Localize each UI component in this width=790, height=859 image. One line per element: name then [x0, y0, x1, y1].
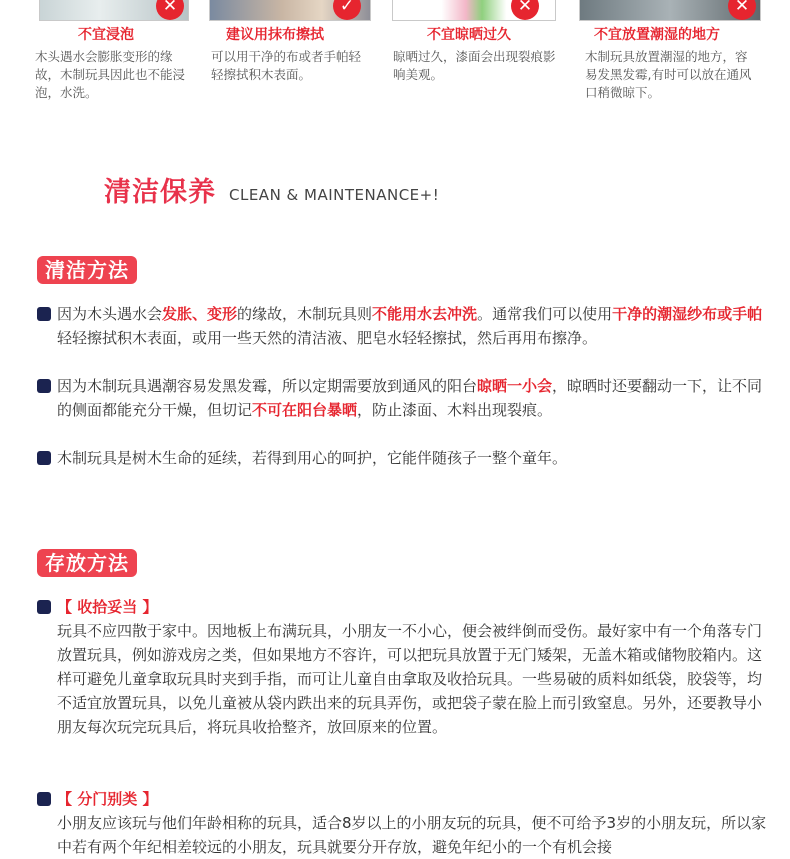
tip-title: 不宜晾晒过久: [427, 27, 511, 43]
tip-description: 木制玩具放置潮湿的地方，容易发黑发霉,有时可以放在通风口稍微晾下。: [585, 49, 752, 100]
storage-paragraph-tidy: 玩具不应四散于家中。因地板上布满玩具，小朋友一不小心，便会被绊倒而受伤。最好家中有一个角落专门放置玩具，例如游戏房之类，但如果地方不容许，可以把玩具放置于无门矮架，无盖木箱或储物胶箱内。这样可避免儿童拿取玩具时夹到手指，而可让儿童自由拿取及收拾玩具。一些易破的质料如纸袋，胶袋等，均不适宜放置玩具，以免儿童被从袋内跌出来的玩具弄伤，或把袋子蒙在脸上而引致窒息。另外，还要教导小朋友每次玩完玩具后，将玩具收拾整齐，放回原来的位置。: [57, 622, 763, 736]
cleaning-paragraph-1: 因为木头遇水会发胀、变形的缘故，木制玩具则不能用水去冲洗。通常我们可以使用干净的潮湿纱布或手帕轻轻擦拭积木表面，或用一些天然的清洁液、肥皂水轻轻擦拭，然后再用布擦净。: [57, 305, 763, 347]
bullet-icon: [37, 379, 51, 393]
tip-title: 不宜放置潮湿的地方: [594, 27, 720, 43]
cross-icon: ✕: [511, 0, 539, 20]
storage-heading-sort: 【 分门别类 】: [57, 790, 158, 808]
section-subtitle: CLEAN & MAINTENANCE+!: [229, 186, 440, 204]
bullet-icon: [37, 792, 51, 806]
bullet-icon: [37, 600, 51, 614]
bullet-icon: [37, 307, 51, 321]
tip-description: 晾晒过久，漆面会出现裂痕影响美观。: [393, 49, 556, 82]
storage-method-label: 存放方法: [37, 549, 137, 577]
check-icon: ✓: [333, 0, 361, 20]
storage-heading-tidy: 【 收拾妥当 】: [57, 598, 158, 616]
cleaning-method-label: 清洁方法: [37, 256, 137, 284]
bullet-icon: [37, 451, 51, 465]
cleaning-paragraph-3: 木制玩具是树木生命的延续，若得到用心的呵护，它能伴随孩子一整个童年。: [57, 449, 568, 467]
cleaning-paragraph-2: 因为木制玩具遇潮容易发黑发霉，所以定期需要放到通风的阳台晾晒一小会，晾晒时还要翻动一下，让不同的侧面都能充分干燥，但切记不可在阳台暴晒，防止漆面、木料出现裂痕。: [57, 377, 763, 419]
tip-title: 不宜浸泡: [78, 27, 134, 43]
tip-description: 可以用干净的布或者手帕轻轻擦拭积木表面。: [211, 49, 362, 82]
tip-title: 建议用抹布擦拭: [226, 27, 324, 43]
cross-icon: ✕: [728, 0, 756, 20]
storage-paragraph-sort: 小朋友应该玩与他们年龄相称的玩具，适合8岁以上的小朋友玩的玩具，便不可给予3岁的小朋友玩，所以家中若有两个年纪相差较远的小朋友，玩具就要分开存放，避免年纪小的一个有机会接: [57, 814, 767, 856]
section-title: 清洁保养: [104, 177, 216, 208]
tip-description: 木头遇水会膨胀变形的缘故，木制玩具因此也不能浸泡，水洗。: [35, 49, 186, 100]
cross-icon: ✕: [156, 0, 184, 20]
